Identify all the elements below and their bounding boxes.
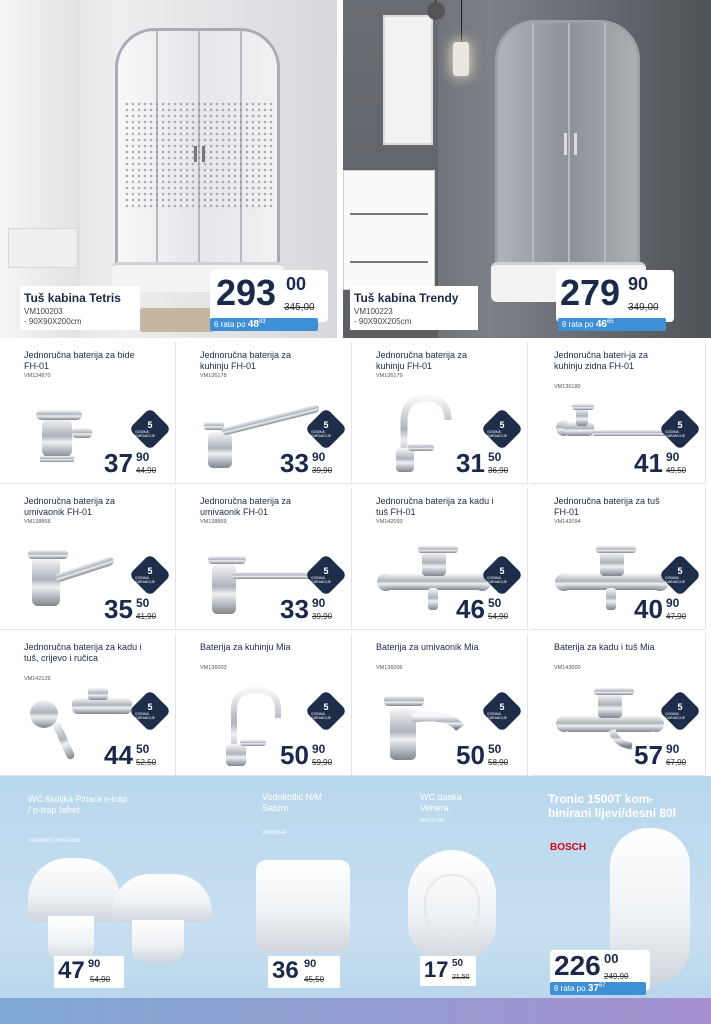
old-price: 59,90 (312, 758, 333, 767)
product-code: VM136178 (200, 373, 227, 379)
cabin-tetris-price (210, 270, 328, 322)
price-decimal: 00 (286, 274, 307, 294)
installment-bar (558, 318, 666, 331)
price-integer: 40 (634, 594, 663, 624)
product-name: Jednoručna baterija za kuhinju FH-01 (376, 350, 468, 371)
price-decimal: 90 (666, 742, 680, 756)
warranty-years: 5 (499, 419, 505, 430)
warranty-label: GODINA GARANCIJE (135, 429, 156, 438)
product-name: Baterija za umivaonik Mia (376, 642, 479, 652)
installment-text: 6 rata po (214, 320, 246, 329)
product-name: WC daska Venera (420, 792, 462, 813)
cabin-tetris-caption (20, 286, 140, 330)
installment-bar (550, 982, 646, 995)
price-decimal: 50 (488, 450, 502, 464)
price-integer: 279 (560, 272, 621, 313)
warranty-badge-text (487, 696, 517, 726)
old-price: 52,50 (136, 758, 157, 767)
product-code: VM142139 (24, 676, 51, 682)
product-card[interactable] (176, 342, 352, 484)
warranty-badge-text (135, 414, 165, 444)
warranty-label: GODINA GARANCIJE (311, 575, 332, 584)
product-card[interactable] (352, 634, 528, 776)
sanitary-section (0, 776, 711, 1024)
warranty-label: GODINA GARANCIJE (665, 711, 686, 720)
product-card[interactable] (176, 488, 352, 630)
warranty-label: GODINA GARANCIJE (135, 575, 156, 584)
product-name: Baterija za kuhinju Mia (200, 642, 291, 652)
boiler-title: Tronic 1500T kom-binirani lijevi/desni 80l (548, 792, 677, 820)
price-integer: 47 (58, 957, 85, 984)
price-integer: 36 (272, 957, 299, 984)
product-code: VM138869 (200, 519, 227, 525)
product-card[interactable] (0, 488, 176, 630)
price-decimal: 90 (304, 958, 317, 970)
installment-text: 6 rata po (554, 984, 586, 993)
product-name: Vodokotlić N/M Saturn (262, 792, 323, 813)
warranty-badge-text (311, 560, 341, 590)
warranty-years: 5 (147, 565, 153, 576)
old-price: 41,90 (136, 612, 157, 621)
warranty-years: 5 (147, 701, 153, 712)
price-integer: 293 (216, 272, 277, 313)
old-price: 21,50 (452, 974, 470, 981)
product-name: Jednoručna bateri-ja za kuhinju zidna FH-01 (554, 350, 649, 371)
old-price: 54,90 (90, 975, 111, 984)
price-decimal: 90 (312, 742, 326, 756)
price-decimal: 50 (136, 596, 150, 610)
price-decimal: 90 (666, 450, 680, 464)
price-decimal: 90 (312, 596, 326, 610)
price-integer: 37 (104, 448, 133, 478)
product-card[interactable] (530, 634, 706, 776)
price-integer: 35 (104, 594, 133, 624)
cistern-image (256, 860, 350, 952)
old-price: 44,90 (136, 466, 157, 475)
warranty-label: GODINA GARANCIJE (135, 711, 156, 720)
warranty-years: 5 (677, 701, 683, 712)
cabin-code: VM100223 (354, 307, 393, 316)
product-name: Jednoručna baterija za umivaonik FH-01 (200, 496, 292, 517)
price-integer: 41 (634, 448, 663, 478)
product-code: VM143000 (554, 665, 581, 671)
warranty-label: GODINA GARANCIJE (487, 429, 508, 438)
warranty-years: 5 (677, 565, 683, 576)
old-price: 45,50 (304, 975, 325, 984)
product-code: VM124002 | VM124001 (28, 838, 81, 844)
toilet-image (28, 858, 120, 922)
warranty-label: GODINA GARANCIJE (311, 711, 332, 720)
warranty-label: GODINA GARANCIJE (665, 575, 686, 584)
warranty-badge-text (487, 560, 517, 590)
price-box (420, 956, 476, 986)
product-card[interactable] (0, 342, 176, 484)
cabin-dimensions: - 90X90X205cm (354, 317, 412, 326)
product-card[interactable] (530, 342, 706, 484)
old-price: 67,90 (666, 758, 687, 767)
cabin-code: VM100203 (24, 307, 63, 316)
installment-text: 6 rata po (562, 320, 594, 329)
product-code: VM136006 (376, 665, 403, 671)
warranty-badge-text (665, 696, 695, 726)
old-price: 39,90 (312, 466, 333, 475)
warranty-badge-text (135, 560, 165, 590)
warranty-badge-text (135, 696, 165, 726)
product-card[interactable] (176, 634, 352, 776)
price-decimal: 50 (452, 958, 464, 969)
product-card[interactable] (530, 488, 706, 630)
cabin-trendy-price (556, 270, 674, 322)
old-price: 349,00 (628, 302, 659, 313)
warranty-years: 5 (323, 701, 329, 712)
price-integer: 46 (456, 594, 485, 624)
cabin-title: Tuš kabina Trendy (354, 291, 459, 305)
warranty-years: 5 (323, 565, 329, 576)
product-code: VM134870 (24, 373, 51, 379)
product-name: Jednoručna baterija za kuhinju FH-01 (200, 350, 292, 371)
warranty-badge-text (487, 414, 517, 444)
installment-cents: 67 (598, 983, 606, 989)
warranty-badge-text (665, 414, 695, 444)
old-price: 47,90 (666, 612, 687, 621)
old-price: 36,90 (488, 466, 509, 475)
product-code: VM142094 (554, 519, 581, 525)
warranty-badge-text (311, 414, 341, 444)
warranty-years: 5 (147, 419, 153, 430)
warranty-years: 5 (677, 419, 683, 430)
warranty-label: GODINA GARANCIJE (311, 429, 332, 438)
price-integer: 50 (280, 740, 309, 770)
warranty-label: GODINA GARANCIJE (487, 575, 508, 584)
price-decimal: 90 (628, 274, 649, 294)
product-code: VM142093 (376, 519, 403, 525)
product-code: VM120105 (420, 818, 445, 824)
price-box (54, 956, 124, 988)
product-name: Jednoručna baterija za kadu i tuš FH-01 (376, 496, 494, 517)
product-code: VM138868 (24, 519, 51, 525)
product-name: Jednoručna baterija za kadu i tuš, crijevo i ručica (24, 642, 142, 663)
product-code: VM136180 (554, 384, 581, 390)
old-price: 54,90 (488, 612, 509, 621)
warranty-label: GODINA GARANCIJE (487, 711, 508, 720)
price-decimal: 50 (488, 742, 502, 756)
old-price: 345,00 (284, 302, 315, 313)
product-name: Jednoručna baterija za tuš FH-01 (554, 496, 660, 517)
product-code: VM136003 (200, 665, 227, 671)
warranty-label: GODINA GARANCIJE (665, 429, 686, 438)
warranty-years: 5 (499, 701, 505, 712)
price-decimal: 90 (88, 958, 101, 970)
price-decimal: 50 (488, 596, 502, 610)
price-integer: 33 (280, 448, 309, 478)
price-integer: 33 (280, 594, 309, 624)
cabin-dimensions: - 90X90X200cm (24, 317, 82, 326)
footer-strip (0, 998, 711, 1024)
seat-image (424, 874, 480, 938)
old-price: 49,50 (666, 466, 687, 475)
product-card[interactable] (0, 634, 176, 776)
product-card[interactable] (352, 342, 528, 484)
toilet-image (132, 920, 184, 962)
cabin-trendy-caption (350, 286, 478, 330)
price-integer: 31 (456, 448, 485, 478)
product-name: Jednoručna baterija za umivaonik FH-01 (24, 496, 116, 517)
old-price: 39,90 (312, 612, 333, 621)
warranty-years: 5 (323, 419, 329, 430)
brand-logo: BOSCH (550, 842, 587, 853)
price-decimal: 50 (136, 742, 150, 756)
price-integer: 44 (104, 740, 133, 770)
price-box (268, 956, 340, 988)
installment-cents: 83 (258, 319, 266, 325)
toilet-image (112, 874, 212, 922)
product-code: VM115044 (262, 830, 286, 836)
price-decimal: 90 (666, 596, 680, 610)
old-price: 249,90 (604, 972, 629, 981)
product-name: WC školjka Pinara s-trap / p-trap Iafret (28, 794, 128, 815)
cabin-title: Tuš kabina Tetris (24, 291, 121, 305)
warranty-badge-text (311, 696, 341, 726)
cabins-section (0, 0, 711, 340)
price-decimal: 00 (604, 951, 619, 966)
old-price: 58,90 (488, 758, 509, 767)
product-code: VM136179 (376, 373, 403, 379)
price-integer: 17 (424, 957, 449, 982)
installment-bar (210, 318, 318, 331)
installment-value: 48 (247, 319, 259, 330)
warranty-badge-text (665, 560, 695, 590)
product-card[interactable] (352, 488, 528, 630)
price-integer: 50 (456, 740, 485, 770)
warranty-years: 5 (499, 565, 505, 576)
faucet-grid (0, 342, 711, 774)
installment-value: 37 (587, 983, 599, 994)
price-decimal: 90 (312, 450, 326, 464)
price-integer: 226 (554, 950, 601, 981)
price-decimal: 90 (136, 450, 150, 464)
product-name: Baterija za kadu i tuš Mia (554, 642, 655, 652)
installment-value: 46 (595, 319, 607, 330)
price-integer: 57 (634, 740, 663, 770)
product-name: Jednoručna baterija za bide FH-01 (24, 350, 135, 371)
installment-cents: 65 (606, 319, 614, 325)
